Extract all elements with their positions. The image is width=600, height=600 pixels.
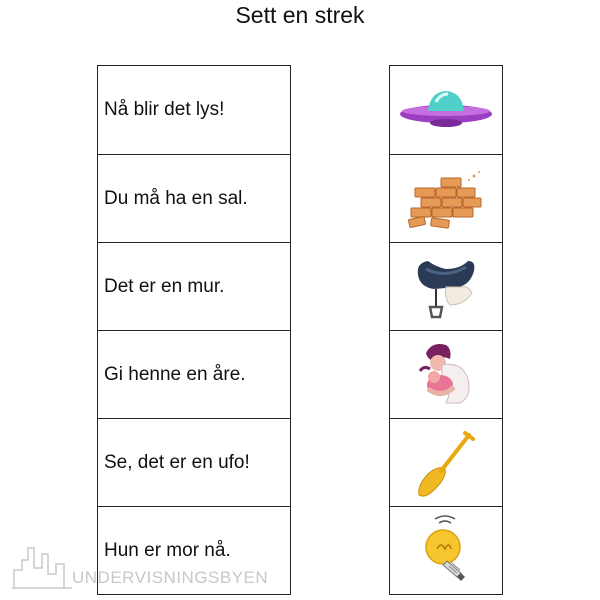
sentence-cell[interactable] (98, 330, 290, 418)
sentence-cell[interactable] (98, 418, 290, 506)
ufo-icon (396, 80, 496, 140)
picture-cell[interactable] (390, 418, 502, 506)
sentence-text: Det er en mur. (104, 275, 225, 297)
brick-wall-icon (401, 164, 491, 234)
mother-hugging-child-icon (406, 335, 486, 415)
sentence-text: Du må ha en sal. (104, 187, 248, 209)
page-title: Sett en strek (235, 2, 365, 28)
watermark-text: UNDERVISNINGSBYEN (72, 568, 269, 587)
light-bulb-icon (411, 511, 481, 591)
picture-column (389, 65, 503, 595)
sentence-cell[interactable] (98, 66, 290, 154)
watermark (12, 540, 312, 592)
sentence-text: Gi henne en åre. (104, 363, 246, 385)
picture-cell[interactable] (390, 506, 502, 594)
sentence-column (97, 65, 291, 595)
city-skyline-icon (12, 540, 74, 592)
picture-cell[interactable] (390, 242, 502, 330)
picture-cell[interactable] (390, 330, 502, 418)
sentence-text: Hun er mor nå. (104, 539, 231, 561)
sentence-text: Nå blir det lys! (104, 99, 225, 120)
picture-cell[interactable] (390, 66, 502, 154)
picture-cell[interactable] (390, 154, 502, 242)
saddle-icon (406, 247, 486, 327)
paddle-icon (411, 423, 481, 503)
sentence-cell[interactable] (98, 242, 290, 330)
sentence-cell[interactable] (98, 154, 290, 242)
sentence-text: Se, det er en ufo! (104, 451, 250, 473)
